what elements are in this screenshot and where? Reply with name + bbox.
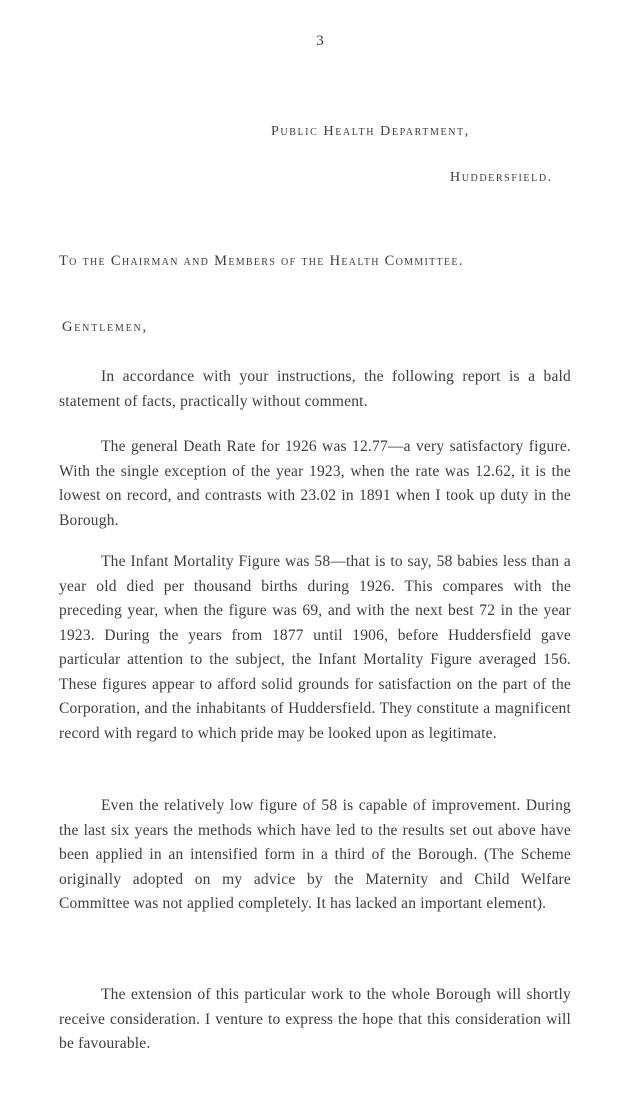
paragraph-improvement: Even the relatively low figure of 58 is capable of improvement. During the last six years the methods which have led to the results set out above have been applied in an intensified form in a third of the Borough. (The Scheme originally adopted on my advice by the Maternity and Child Welfare Committee was not applied completely. It has lacked an important element). — [59, 797, 571, 912]
paragraph-introduction: In accordance with your instructions, the following report is a bald statement of facts, practically without comment. — [59, 368, 571, 410]
paragraph-infant-mortality: The Infant Mortality Figure was 58—that is to say, 58 babies less than a year old died per thousand births during 1926. This compares with the preceding year, when the figure was 69, and with the next best 72 in the year 1923. During the years from 1877 until 1906, before Huddersfield gave particular attention to the subject, the Infant Mortality Figure averaged 156. These figures appear to afford solid grounds for satisfaction on the part of the Corporation, and the inhabitants of Huddersfield. They constitute a magnificent record with regard to which pride may be looked upon as legitimate. — [59, 553, 571, 742]
paragraph-death-rate: The general Death Rate for 1926 was 12.77—a very satisfactory figure. With the single exception of the year 1923, when the rate was 12.62, it is the lowest on record, and contrasts with 23.02 in 1891 when I took up duty in the Borough. — [59, 438, 571, 529]
salutation: Gentlemen, — [62, 319, 148, 335]
address-line: To the Chairman and Members of the Health Committee. — [59, 253, 464, 269]
paragraph-extension: The extension of this particular work to the whole Borough will shortly receive consideration. I venture to express the hope that this consideration will be favourable. — [59, 986, 571, 1052]
page-number: 3 — [316, 33, 324, 49]
letterhead-department: Public Health Department, — [271, 124, 470, 139]
letterhead-town: Huddersfield. — [450, 170, 553, 185]
